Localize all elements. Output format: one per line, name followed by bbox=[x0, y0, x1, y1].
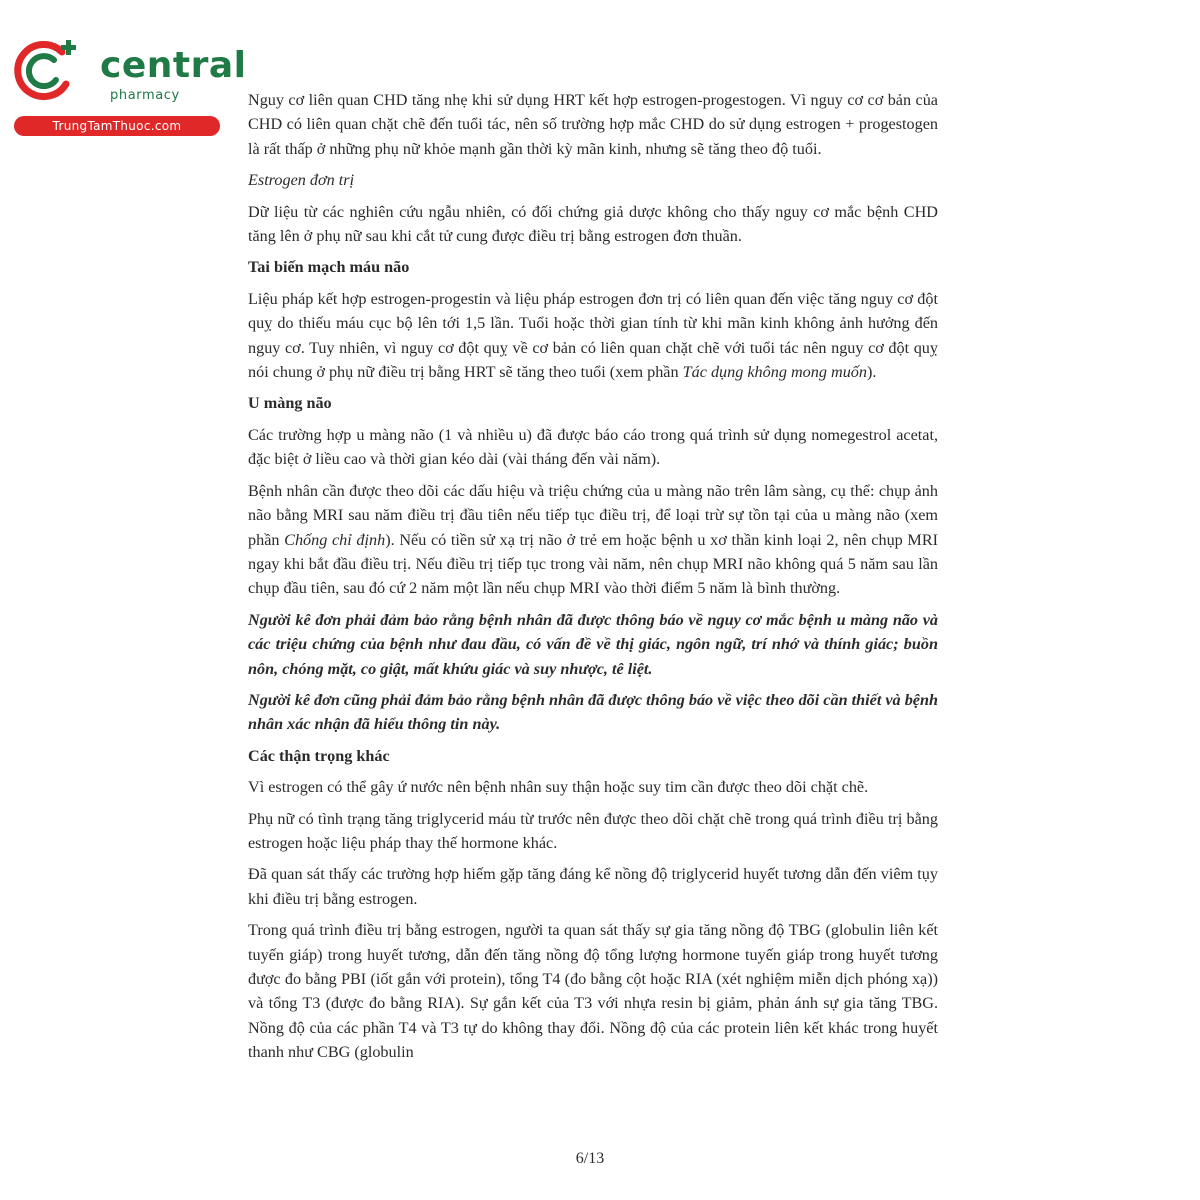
section-reference: Chống chỉ định bbox=[284, 530, 386, 549]
document-page bbox=[248, 88, 938, 1072]
text-run: Liệu pháp kết hợp estrogen-progestin và liệu pháp estrogen đơn trị có liên quan đến việc tăng nguy cơ đột quỵ do thiếu máu cục bộ lên tới 1,5 lần. Tuổi hoặc thời gian tính từ khi mãn kinh không ảnh hưởng đến nguy cơ. Tuy nhiên, vì nguy cơ đột quỵ về cơ bản có liên quan chặt chẽ với tuổi tác nên nguy cơ đột quỵ nói chung ở phụ nữ điều trị bằng HRT sẽ tăng theo tuổi (xem phần bbox=[248, 289, 938, 382]
section-reference: Tác dụng không mong muốn bbox=[682, 363, 867, 382]
paragraph-meningioma-monitoring bbox=[248, 479, 938, 601]
logo-name: central bbox=[100, 45, 247, 86]
text-run: Bệnh nhân cần được theo dõi các dấu hiệu và triệu chứng của u màng não trên lâm sàng, cụ thể: chụp ảnh não bằng MRI sau năm điều trị đầu tiên nếu tiếp tục điều trị, để loại trừ sự tồn tại của u màng não (xem phần bbox=[248, 481, 938, 549]
subheading-estrogen-monotherapy: Estrogen đơn trị bbox=[248, 171, 355, 190]
heading-stroke: Tai biến mạch máu não bbox=[248, 258, 410, 277]
warning-prescriber-followup: Người kê đơn cũng phải đảm bảo rằng bệnh nhân đã được thông báo về việc theo dõi cần thiết và bệnh nhân xác nhận đã hiểu thông tin này. bbox=[248, 690, 938, 734]
paragraph-estrogen-monotherapy: Dữ liệu từ các nghiên cứu ngẫu nhiên, có đối chứng giả dược không cho thấy nguy cơ mắc bệnh CHD tăng lên ở phụ nữ sau khi cắt tử cung được điều trị bằng estrogen đơn thuần. bbox=[248, 202, 938, 246]
page-number: 6/13 bbox=[575, 1150, 605, 1167]
central-pharmacy-logo-icon bbox=[10, 36, 80, 106]
pharmacy-logo[interactable] bbox=[10, 36, 247, 136]
paragraph-fluid-retention: Vì estrogen có thể gây ứ nước nên bệnh nhân suy thận hoặc suy tim cần được theo dõi chặt chẽ. bbox=[248, 778, 869, 797]
heading-meningioma: U màng não bbox=[248, 394, 332, 413]
logo-subtitle: pharmacy bbox=[110, 88, 180, 103]
text-run: ). Nếu có tiền sử xạ trị não ở trẻ em hoặc bệnh u xơ thần kinh loại 2, nên chụp MRI ngay khi bắt đầu điều trị. Nếu điều trị tiếp tục trong vài năm, nên chụp MRI não không quá 5 năm sau lần chụp đầu tiên, sau đó cứ 2 năm một lần nếu chụp MRI vào thời điểm 5 năm là bình thường. bbox=[248, 530, 939, 598]
text-run: ). bbox=[866, 363, 877, 382]
paragraph-stroke bbox=[248, 287, 938, 385]
logo-url-badge: TrungTamThuoc.com bbox=[14, 116, 220, 136]
paragraph-chd-risk: Nguy cơ liên quan CHD tăng nhẹ khi sử dụng HRT kết hợp estrogen-progestogen. Vì nguy cơ cơ bản của CHD có liên quan chặt chẽ đến tuổi tác, nên số trường hợp mắc CHD do sử dụng estrogen + progestogen là rất thấp ở những phụ nữ khỏe mạnh gần thời kỳ mãn kinh, nhưng sẽ tăng theo độ tuổi. bbox=[248, 91, 938, 158]
paragraph-hypertriglyceridemia: Phụ nữ có tình trạng tăng triglycerid máu từ trước nên được theo dõi chặt chẽ trong quá trình điều trị bằng estrogen hoặc liệu pháp thay thế hormone khác. bbox=[248, 809, 938, 852]
warning-prescriber-inform: Người kê đơn phải đảm bảo rằng bệnh nhân đã được thông báo về nguy cơ mắc bệnh u màng não và các triệu chứng của bệnh như đau đầu, có vấn đề về thị giác, ngôn ngữ, trí nhớ và thính giác; buồn nôn, chóng mặt, co giật, mất khứu giác và suy nhược, tê liệt. bbox=[248, 610, 938, 678]
paragraph-meningioma-cases: Các trường hợp u màng não (1 và nhiều u) đã được báo cáo trong quá trình sử dụng nomegestrol acetat, đặc biệt ở liều cao và thời gian kéo dài (vài tháng đến vài năm). bbox=[248, 425, 938, 469]
heading-other-precautions: Các thận trọng khác bbox=[248, 746, 390, 765]
paragraph-pancreatitis: Đã quan sát thấy các trường hợp hiếm gặp tăng đáng kể nồng độ triglycerid huyết tương dẫn đến viêm tụy khi điều trị bằng estrogen. bbox=[248, 865, 938, 908]
paragraph-thyroid-binding: Trong quá trình điều trị bằng estrogen, người ta quan sát thấy sự gia tăng nồng độ TBG (globulin liên kết tuyến giáp) trong huyết tương, dẫn đến tăng nồng độ tổng lượng hormone tuyến giáp trong huyết tương được đo bằng PBI (iốt gắn với protein), tổng T4 (đo bằng cột hoặc RIA (xét nghiệm miễn dịch phóng xạ)) và tổng T3 (được đo bằng RIA). Sự gắn kết của T3 với nhựa resin bị giảm, phản ánh sự gia tăng TBG. Nồng độ của các phần T4 và T3 tự do không thay đổi. Nồng độ của các protein liên kết khác trong huyết thanh như CBG (globulin bbox=[248, 921, 938, 1062]
